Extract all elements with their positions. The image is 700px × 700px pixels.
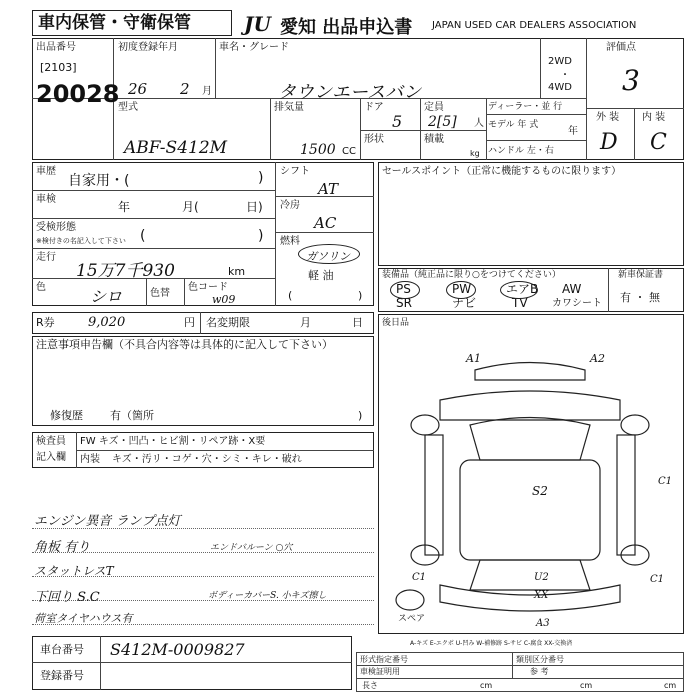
equip-ps: PS bbox=[396, 282, 411, 296]
mark-a1: A1 bbox=[466, 352, 481, 365]
shift-value: AT bbox=[318, 180, 339, 198]
mileage-label: 走行 bbox=[36, 252, 56, 263]
nc-month: 月 bbox=[300, 316, 311, 329]
spare-label: スペア bbox=[398, 614, 426, 624]
cert-label: 車検証明用 bbox=[360, 667, 400, 676]
class-label: 類別区分番号 bbox=[516, 655, 564, 664]
repair-label: 修復歴 bbox=[50, 409, 83, 422]
ac-label: 冷房 bbox=[280, 200, 300, 211]
equip-airbag: エアB bbox=[506, 282, 539, 296]
insp-year-unit: 年 bbox=[118, 200, 131, 214]
length-label: 長さ bbox=[362, 681, 378, 690]
reg-year: 26 bbox=[128, 80, 148, 98]
int-prefix: 内装 bbox=[80, 454, 100, 465]
grade-value: 3 bbox=[622, 64, 640, 97]
repair-close: ) bbox=[358, 409, 363, 422]
recycle-box bbox=[32, 312, 374, 334]
color-code-label: 色コード bbox=[188, 282, 228, 293]
shape-label: 形状 bbox=[364, 134, 384, 145]
receipt-note: ※検付きの名記入して下さい bbox=[36, 237, 126, 245]
person-unit: 人 bbox=[474, 118, 484, 129]
cm-3: cm bbox=[664, 681, 677, 690]
equip-tv: TV bbox=[512, 296, 528, 310]
ext-value: D bbox=[600, 130, 618, 155]
reg-number-label: 登録番号 bbox=[40, 669, 84, 682]
inspector-label: 検査員 bbox=[36, 436, 66, 447]
usage-label: 車歴 bbox=[36, 166, 56, 177]
equip-aw: AW bbox=[562, 282, 582, 296]
equip-leather: カワシート bbox=[552, 298, 602, 309]
nc-day: 日 bbox=[352, 316, 363, 329]
drive-separator: ・ bbox=[560, 70, 570, 81]
r-value: 9,020 bbox=[88, 315, 126, 330]
fuel-alt: 軽 油 bbox=[308, 269, 334, 282]
handle-label: ハンドル 左・右 bbox=[488, 146, 554, 156]
notes-label: 注意事項申告欄（不具合内容等は具体的に記入して下さい） bbox=[36, 338, 333, 351]
mark-c1-rear: C1 bbox=[650, 574, 665, 585]
sales-point-label: セールスポイント（正常に機能するものに限ります） bbox=[382, 166, 622, 177]
color-label: 色 bbox=[36, 282, 46, 293]
color-code-value: w09 bbox=[212, 293, 236, 306]
note-4: スタットレスT bbox=[34, 564, 114, 578]
color-value: シロ bbox=[90, 287, 123, 306]
equip-navi: ナビ bbox=[452, 296, 477, 310]
drive-2wd: 2WD bbox=[548, 56, 572, 67]
lot-bracket: [2103] bbox=[40, 61, 77, 74]
ac-value: AC bbox=[314, 214, 337, 232]
chassis-value: S412M-0009827 bbox=[110, 640, 245, 659]
mark-c1-left: C1 bbox=[412, 572, 427, 583]
inspection-label: 車検 bbox=[36, 194, 56, 205]
mark-a3: A3 bbox=[536, 618, 550, 629]
warranty-label: 新車保証書 bbox=[618, 270, 664, 280]
spec-label: 形式指定番号 bbox=[360, 655, 408, 664]
grade-label: 評価点 bbox=[606, 42, 636, 53]
repair-value: 有（箇所 bbox=[110, 409, 154, 422]
lot-number: 20028 bbox=[36, 80, 120, 108]
color-change-label: 色替 bbox=[150, 288, 170, 299]
ref-label: 参 考 bbox=[530, 667, 549, 676]
usage-value: 自家用・( bbox=[68, 173, 130, 189]
vehicle-name: タウンエースバン bbox=[278, 82, 422, 103]
yen-unit: 円 bbox=[184, 316, 195, 329]
note-7: 荷室タイヤハウス有 bbox=[34, 612, 133, 625]
fuel-label: 燃料 bbox=[280, 236, 300, 247]
int-line: キズ・汚リ・コゲ・穴・シミ・キレ・破れ bbox=[112, 454, 302, 465]
equip-sr: SR bbox=[396, 296, 412, 310]
note-5: 下回り S.C bbox=[34, 590, 100, 605]
mileage-value: 15万7千930 bbox=[76, 261, 175, 281]
int-label: 内 装 bbox=[642, 112, 666, 123]
airbag-circle bbox=[500, 281, 538, 299]
equip-pw: PW bbox=[452, 282, 472, 296]
pw-circle bbox=[446, 281, 476, 299]
type-value: ABF-S412M bbox=[124, 138, 228, 158]
lot-label: 出品番号 bbox=[36, 42, 76, 53]
note-6: ボディーカバーS. 小キズ擦し bbox=[208, 591, 327, 601]
km-unit: km bbox=[228, 265, 246, 278]
legend: A-キズ E-エクボ U-凹み W-補修跡 S-サビ C-腐食 XX-交換済 bbox=[410, 640, 573, 647]
warranty-value: 有 ・ 無 bbox=[620, 291, 660, 304]
note-2: 角板 有り bbox=[34, 540, 91, 555]
fuel-value: ガソリン bbox=[306, 250, 350, 263]
fw-line: FW キズ・凹凸・ヒビ割・リペア跡・X要 bbox=[80, 436, 266, 447]
mark-u2: U2 bbox=[534, 572, 549, 583]
door-value: 5 bbox=[392, 112, 403, 131]
r-label: R券 bbox=[36, 316, 55, 329]
drive-4wd: 4WD bbox=[548, 82, 572, 93]
later-label: 後日品 bbox=[382, 318, 410, 328]
receipt-open: ( bbox=[140, 228, 146, 244]
displacement-value: 1500 bbox=[300, 142, 336, 158]
receipt-label: 受検形態 bbox=[36, 222, 76, 233]
fuel-circle bbox=[298, 244, 360, 264]
cm-2: cm bbox=[580, 681, 593, 690]
ext-label: 外 装 bbox=[596, 112, 620, 123]
name-label: 車名・グレード bbox=[219, 42, 289, 53]
entry-label: 記入欄 bbox=[36, 452, 66, 463]
usage-close: ) bbox=[258, 170, 264, 186]
int-value: C bbox=[650, 130, 667, 155]
capacity-label: 定員 bbox=[424, 102, 444, 113]
year-unit: 年 bbox=[568, 126, 578, 137]
mark-c1-right: C1 bbox=[658, 476, 673, 487]
fuel-paren-close: ) bbox=[358, 289, 363, 302]
receipt-close: ) bbox=[258, 228, 264, 244]
storage-label: 車内保管・守衛保管 bbox=[38, 13, 191, 33]
mark-xx: XX bbox=[534, 590, 549, 601]
model-year-label: モデル 年 式 bbox=[488, 120, 539, 130]
ps-circle bbox=[390, 281, 420, 299]
chassis-label: 車台番号 bbox=[40, 643, 84, 656]
car-damage-diagram bbox=[380, 340, 680, 630]
form-title: 愛知 出品申込書 bbox=[280, 17, 413, 38]
sales-point-box bbox=[378, 162, 684, 266]
shift-label: シフト bbox=[280, 166, 310, 177]
cm-1: cm bbox=[480, 681, 493, 690]
ju-logo: JU bbox=[244, 12, 271, 36]
english-title: JAPAN USED CAR DEALERS ASSOCIATION bbox=[432, 20, 637, 31]
fuel-paren-open: ( bbox=[288, 289, 293, 302]
note-1: エンジン異音 ランプ点灯 bbox=[34, 514, 181, 529]
insp-month-unit: 月( bbox=[182, 200, 199, 214]
reg-month: 2 bbox=[180, 80, 190, 98]
note-3: エンドバルーン ○穴 bbox=[210, 543, 293, 553]
load-label: 積載 bbox=[424, 134, 444, 145]
mark-a2: A2 bbox=[590, 352, 605, 365]
equipment-label: 装備品（純正品に限り○をつけてください） bbox=[382, 270, 561, 280]
cc-unit: CC bbox=[342, 146, 356, 157]
insp-day-unit: 日) bbox=[246, 200, 263, 214]
kg-unit: kg bbox=[470, 149, 480, 158]
displacement-label: 排気量 bbox=[274, 102, 304, 113]
mark-s2: S2 bbox=[532, 484, 548, 498]
reg-month-unit: 月 bbox=[202, 86, 212, 97]
dealer-label: ディーラー・並 行 bbox=[488, 102, 563, 112]
door-label: ドア bbox=[364, 102, 384, 113]
reg-label: 初度登録年月 bbox=[118, 42, 178, 53]
capacity-value: 2[5] bbox=[428, 114, 457, 130]
name-change-label: 名変期限 bbox=[206, 316, 250, 329]
type-label: 型式 bbox=[118, 102, 138, 113]
